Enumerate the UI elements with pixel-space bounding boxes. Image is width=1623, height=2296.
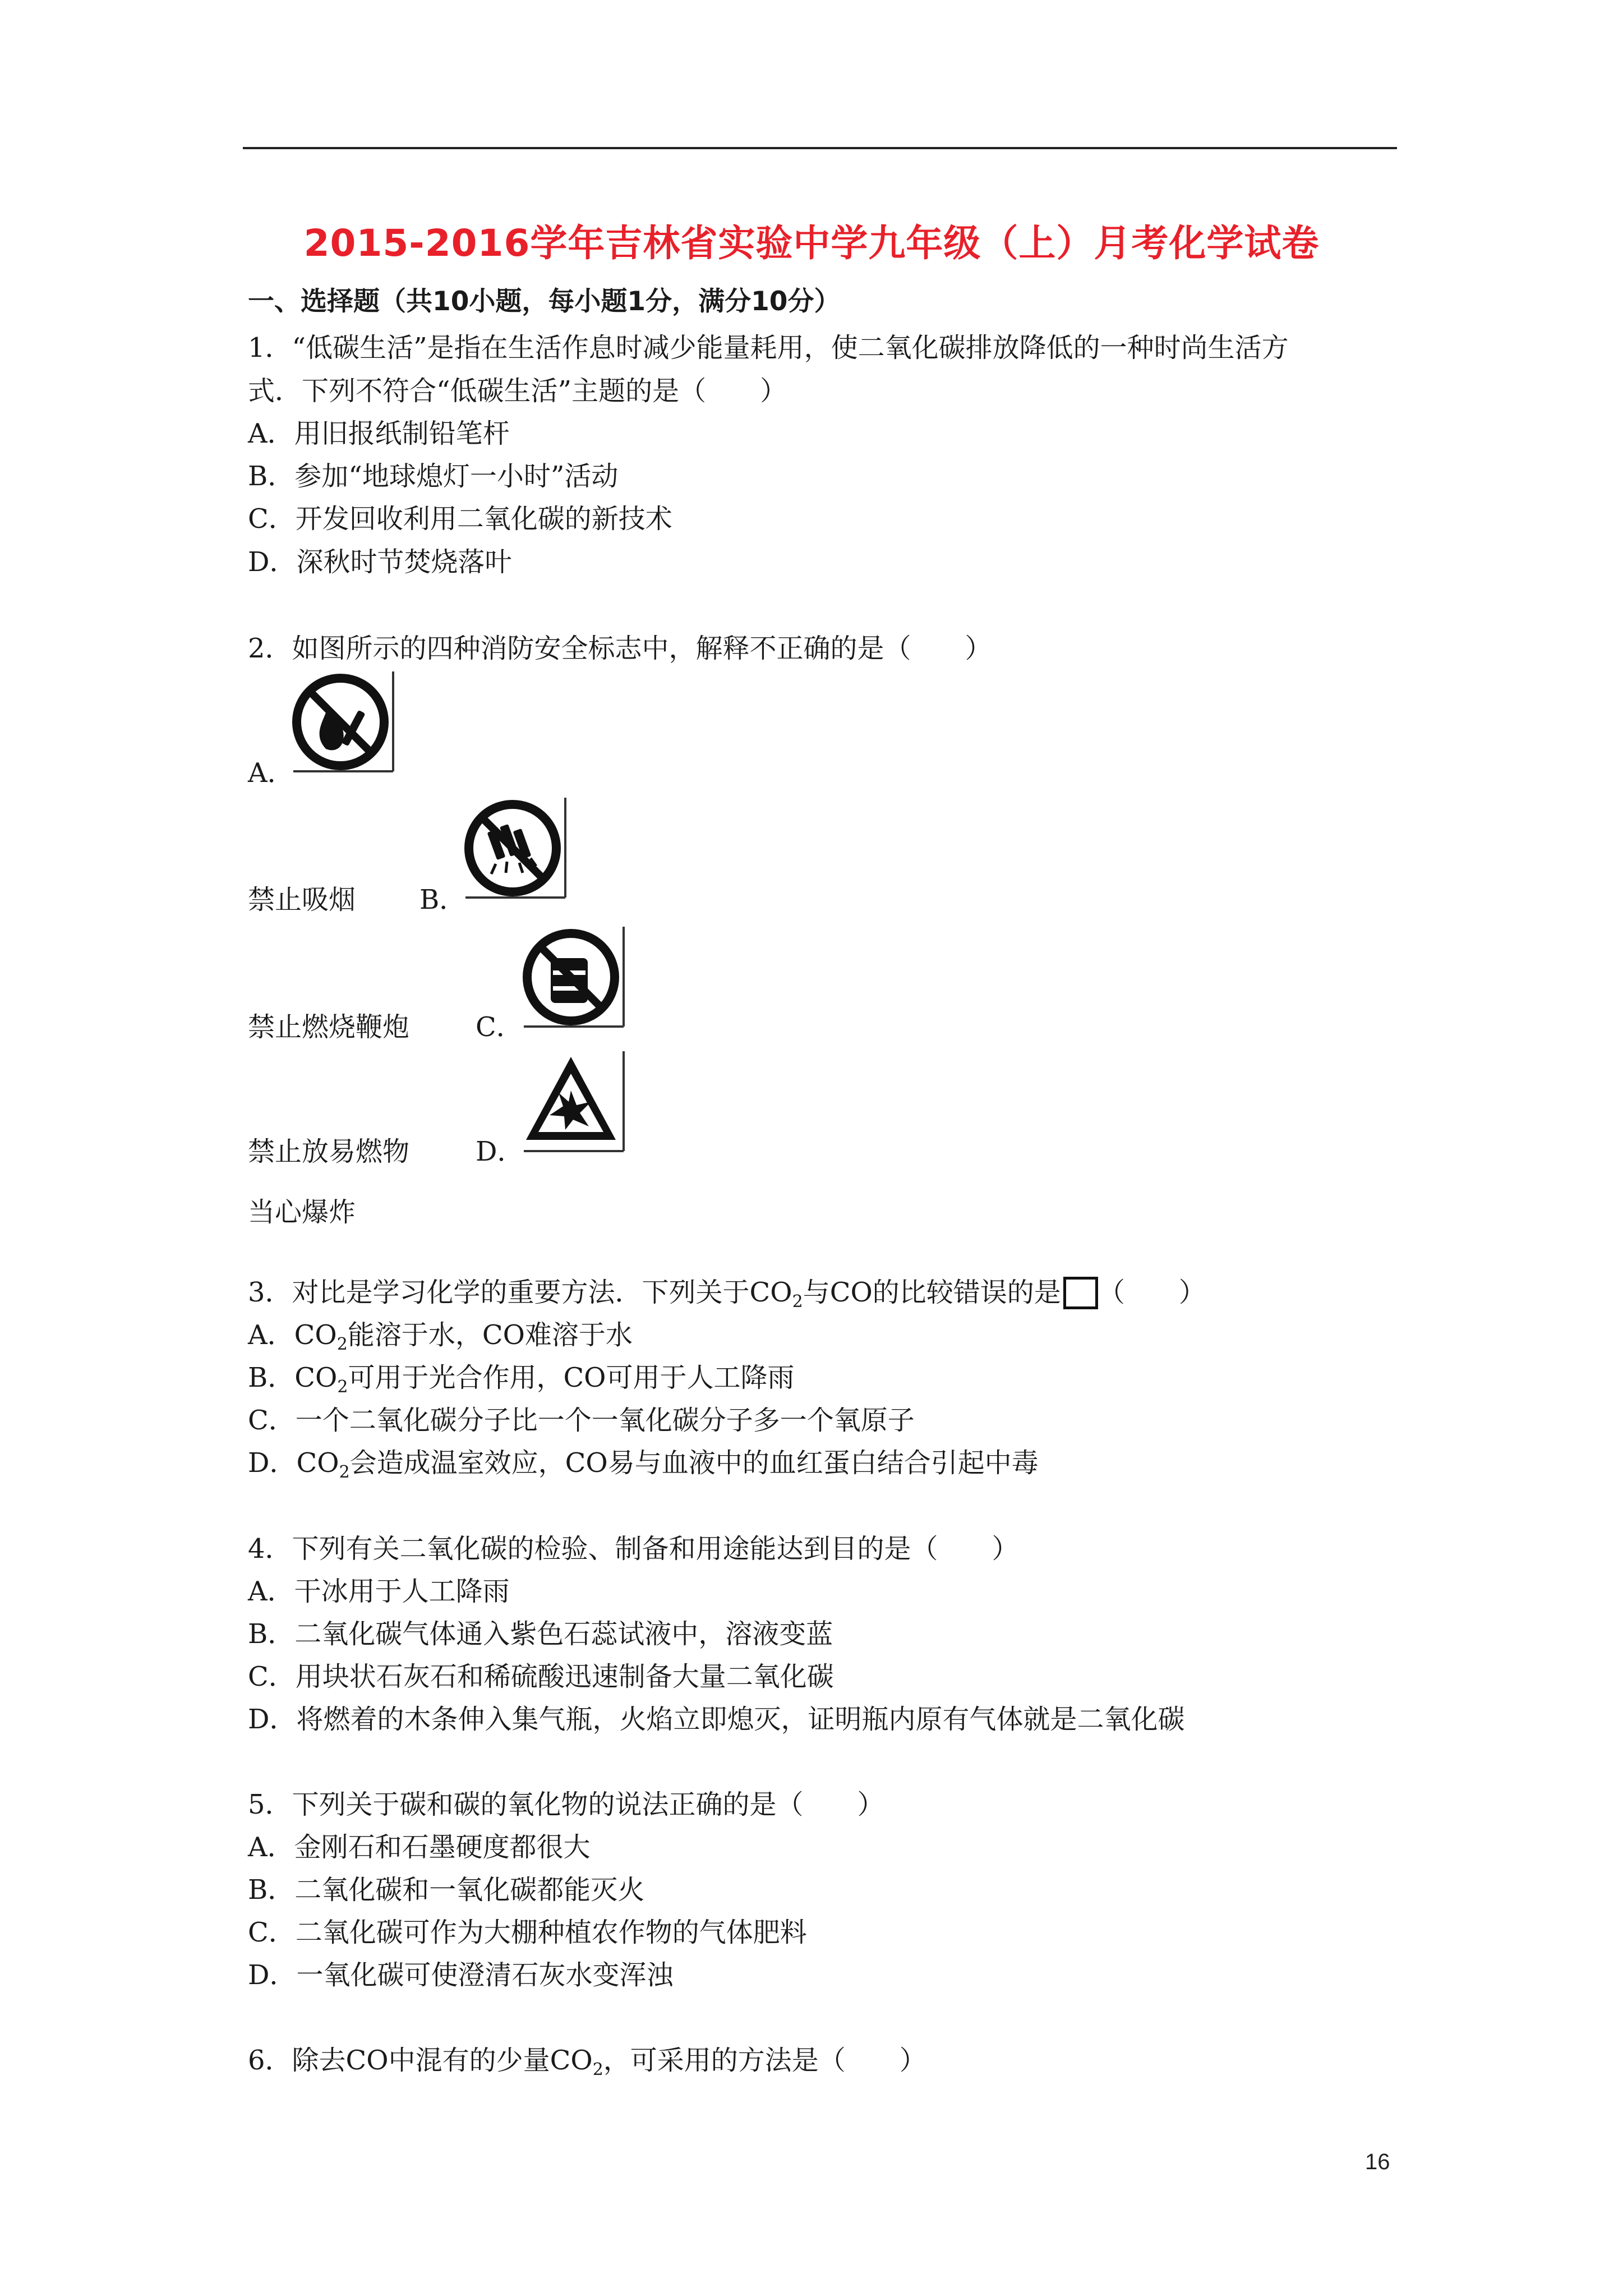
q2-option-a-caption: 禁止吸烟 xyxy=(248,884,356,915)
q2-option-a-marker: A． xyxy=(248,757,294,789)
q2-option-c-caption: 禁止放易燃物 xyxy=(248,1136,410,1167)
no-firecracker-sign-icon xyxy=(461,797,570,900)
answer-box[interactable] xyxy=(1063,1277,1098,1309)
q4-stem: 4．下列有关二氧化碳的检验、制备和用途能达到目的是（ ） xyxy=(248,1533,1019,1565)
section-heading: 一、选择题（共10小题，每小题1分，满分10分） xyxy=(248,286,841,317)
q4-option-b: B．二氧化碳气体通入紫色石蕊试液中，溶液变蓝 xyxy=(248,1618,833,1650)
q3-option-b: B．$CO_2$可用于光合作用，CO可用于人工降雨 xyxy=(248,1362,795,1397)
page-title: 2015-2016学年吉林省实验中学九年级（上）月考化学试卷 xyxy=(303,222,1320,265)
q1-stem-line1: 1．“低碳生活”是指在生活作息时减少能量耗用，使二氧化碳排放降低的一种时尚生活方 xyxy=(248,332,1289,364)
q5-option-c: C．二氧化碳可作为大棚种植农作物的气体肥料 xyxy=(248,1917,807,1948)
explosion-warning-sign-icon xyxy=(519,1050,629,1154)
no-flammable-sign-icon xyxy=(519,926,629,1029)
q3-option-d: D．$CO_2$会造成温室效应，CO易与血液中的血红蛋白结合引起中毒 xyxy=(248,1447,1039,1482)
q1-option-b: B．参加“地球熄灯一小时”活动 xyxy=(248,461,619,492)
q5-option-d: D．一氧化碳可使澄清石灰水变浑浊 xyxy=(248,1959,674,1991)
q1-stem-line2: 式．下列不符合“低碳生活”主题的是（ ） xyxy=(248,375,787,407)
q4-option-d: D．将燃着的木条伸入集气瓶，火焰立即熄灭，证明瓶内原有气体就是二氧化碳 xyxy=(248,1704,1185,1735)
q1-option-d: D．深秋时节焚烧落叶 xyxy=(248,546,512,578)
q1-option-c: C．开发回收利用二氧化碳的新技术 xyxy=(248,503,672,535)
header-rule xyxy=(243,147,1397,149)
q3-option-a: A．$CO_2$能溶于水，CO难溶于水 xyxy=(248,1319,633,1354)
q6-stem: 6．除去CO中混有的少量$CO_2$，可采用的方法是（ ） xyxy=(248,2045,926,2079)
page-number: 16 xyxy=(1365,2150,1390,2174)
q2-option-b-caption: 禁止燃烧鞭炮 xyxy=(248,1011,410,1043)
q2-option-c-marker: C． xyxy=(476,1011,523,1043)
q3-option-c: C．一个二氧化碳分子比一个一氧化碳分子多一个氧原子 xyxy=(248,1405,915,1436)
q4-option-a: A．干冰用于人工降雨 xyxy=(248,1576,510,1607)
q2-option-d-marker: D． xyxy=(476,1136,524,1167)
q5-stem: 5．下列关于碳和碳的氧化物的说法正确的是（ ） xyxy=(248,1789,884,1820)
no-fire-sign-icon xyxy=(289,670,398,774)
q2-option-b-marker: B． xyxy=(419,884,467,915)
q3-stem: 3．对比是学习化学的重要方法．下列关于$CO_2$与CO的比较错误的是 （ ） xyxy=(248,1277,1206,1312)
q5-option-a: A．金刚石和石墨硬度都很大 xyxy=(248,1832,591,1863)
q4-option-c: C．用块状石灰石和稀硫酸迅速制备大量二氧化碳 xyxy=(248,1661,834,1692)
q2-stem: 2．如图所示的四种消防安全标志中，解释不正确的是（ ） xyxy=(248,633,992,664)
q2-option-d-caption: 当心爆炸 xyxy=(248,1197,356,1228)
q5-option-b: B．二氧化碳和一氧化碳都能灭火 xyxy=(248,1874,645,1906)
q1-option-a: A．用旧报纸制铅笔杆 xyxy=(248,418,510,449)
